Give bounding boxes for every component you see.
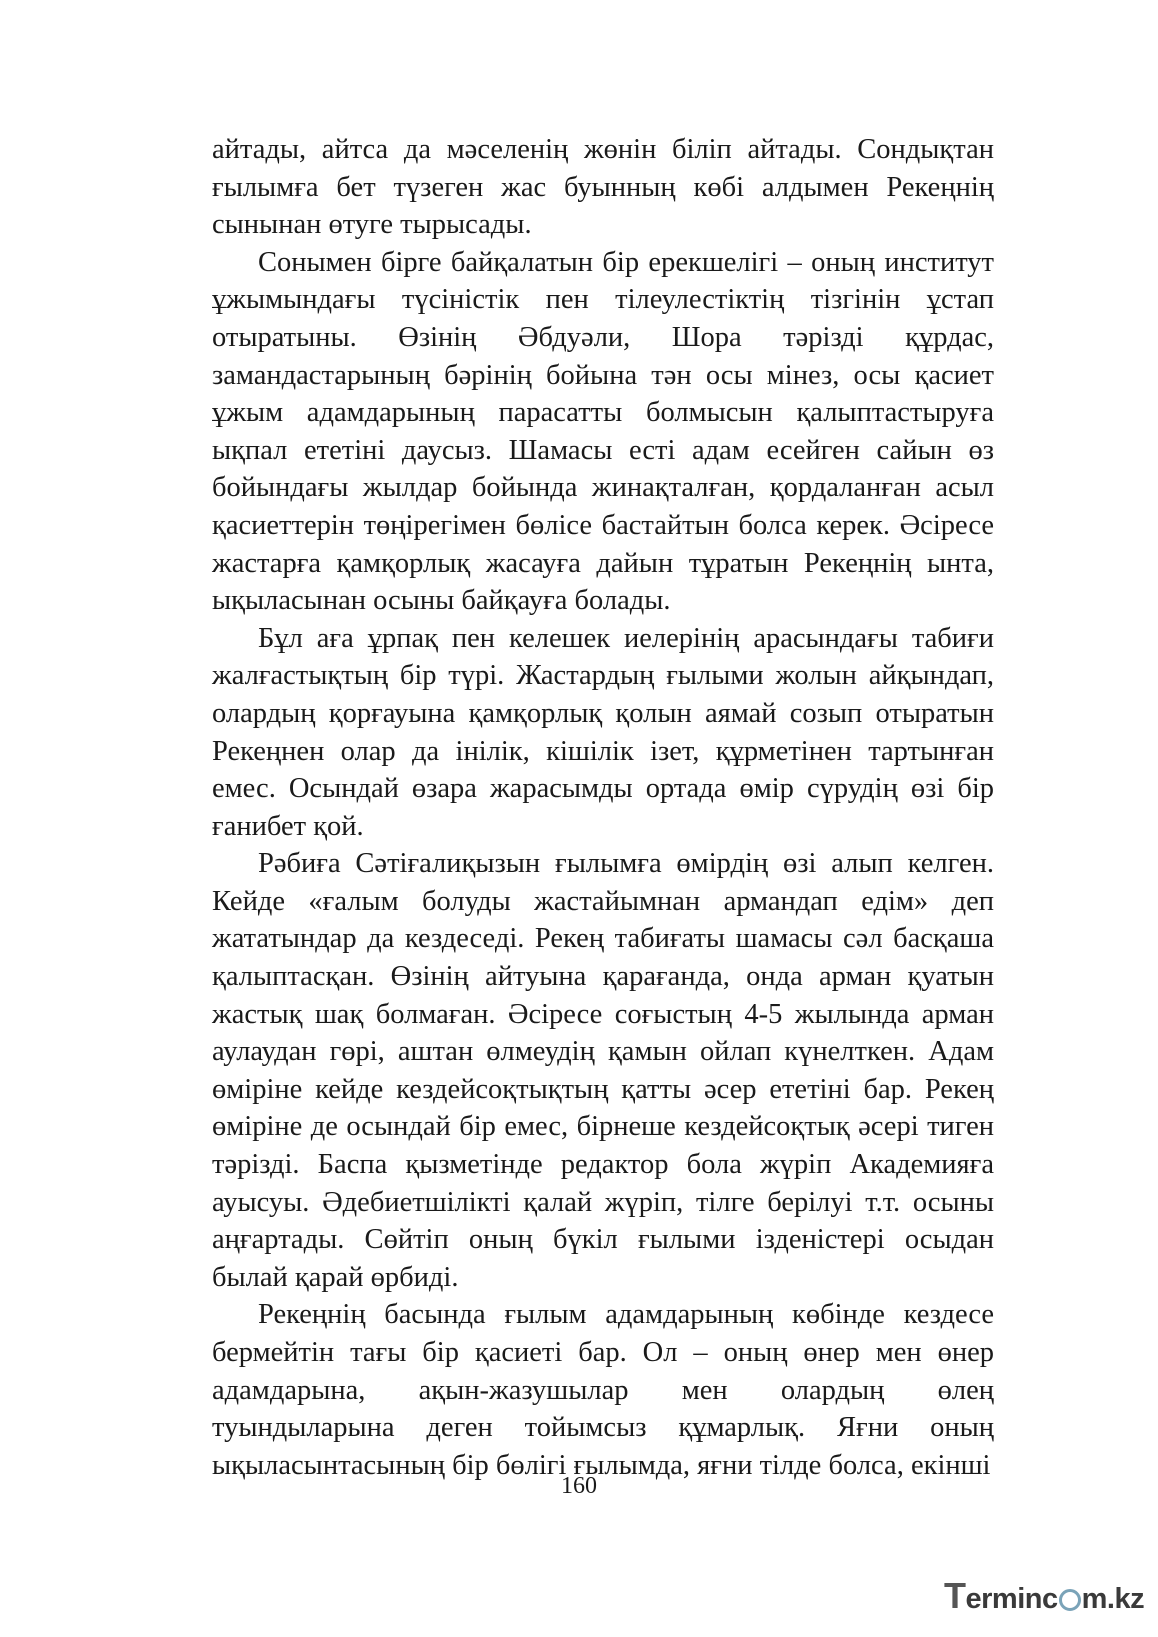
watermark-letter: T [944,1575,966,1616]
paragraph: айтады, айтса да мәселенің жөнін біліп айтады. Сондықтан ғылымға бет түзеген жас буынның көбі алдымен Рекеңнің сынынан өтуге тырысады. [212,134,994,241]
paragraph: Рекеңнің басында ғылым адамдарының көбінде кездесе бермейтін тағы бір қасиеті бар. Ол – оның өнер мен өнер адамдарына, ақын-жазушылар мен олардың өлең туындыларына деген тойымсыз құмарлық. Яғни оның ықыласынтасының бір бөлігі ғылымда, яғни тілде болса, екінші [212,1299,994,1481]
paragraph: Бұл аға ұрпақ пен келешек иелерінің арасындағы табиғи жалғастықтың бір түрі. Жастардың ғылыми жолын айқындап, олардың қорғауына қамқорлық қолын аямай созып отыратын Рекеңнен олар да інілік, кішілік ізет, құрметінен тартынған емес. Осындай өзара жарасымды ортада өмір сүрудің өзі бір ғанибет қой. [212,622,994,842]
page-number: 160 [561,1473,597,1499]
watermark-text: m.kz [1081,1583,1145,1615]
termincom-watermark-logo [944,1575,1144,1619]
body-text [212,131,994,1484]
magnifier-o-icon [1059,1589,1081,1611]
paragraph: Рәбиға Сәтіғалиқызын ғылымға өмірдің өзі алып келген. Кейде «ғалым болуды жастайымнан армандап едім» деп жататындар да кездеседі. Рекең табиғаты шамасы сәл басқаша қалыптасқан. Өзінің айтуына қарағанда, онда арман қуатын жастық шақ болмаған. Әсіресе соғыстың 4-5 жылында арман аулаудан гөрі, аштан өлмеудің қамын ойлап күнелткен. Адам өміріне кейде кездейсоқтықтың қатты әсер ететіні бар. Рекең өміріне де осындай бір емес, бірнеше кездейсоқтық әсері тиген тәрізді. Баспа қызметінде редактор бола жүріп Академияға ауысуы. Әдебиетшілікті қалай жүріп, тілге берілуі т.т. осыны аңғартады. Сөйтіп оның бүкіл ғылыми ізденістері осыдан былай қарай өрбиді. [212,848,994,1293]
paragraph: Сонымен бірге байқалатын бір ерекшелігі – оның институт ұжымындағы түсіністік пен тілеулестіктің тізгінін ұстап отыратыны. Өзінің Әбдуәли, Шора тәрізді құрдас, замандастарының бәрінің бойына тән осы мінез, осы қасиет ұжым адамдарының парасатты болмысын қалыптастыруға ықпал ететіні даусыз. Шамасы есті адам есейген сайын өз бойындағы жылдар бойында жинақталған, қордаланған асыл қасиеттерін төңірегімен бөлісе бастайтын болса керек. Әсіресе жастарға қамқорлық жасауға дайын тұратын Рекеңнің ынта, ықыласынан осыны байқауға болады. [212,246,994,617]
watermark-text: erminc [965,1583,1058,1615]
